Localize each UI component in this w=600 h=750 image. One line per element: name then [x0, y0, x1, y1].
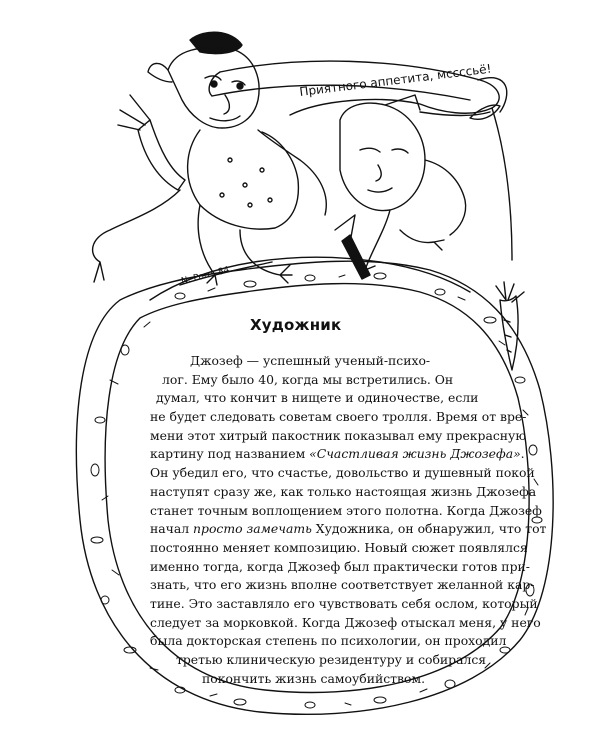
body-line [150, 483, 537, 502]
body-fragment: третью клиническую резидентуру и собирался [176, 652, 487, 667]
body-fragment: станет точным воплощением этого полотна. Когда Джозеф [150, 502, 542, 518]
body-fragment: постоянно меняет композицию. Новый сюжет появлялся [150, 539, 528, 555]
body-line [156, 389, 496, 408]
body-fragment: лог. Ему было 40, когда мы встретились. Он [162, 371, 454, 387]
body-line [202, 670, 452, 689]
banner-text: Приятного аппетита, мссссьё! [298, 61, 493, 99]
body-fragment: покончить жизнь самоубийством. [202, 670, 426, 686]
body-line [150, 576, 535, 595]
body-fragment: картину под названием [150, 446, 310, 462]
body-line [150, 520, 547, 539]
body-line [150, 595, 538, 614]
body-line [150, 632, 507, 651]
body-emphasis: просто замечать [193, 521, 312, 537]
painter-figure [335, 95, 500, 279]
body-line [190, 352, 460, 371]
body-line [150, 539, 528, 558]
body-fragment: думал, что кончит в нищете и одиночестве, если [156, 390, 479, 406]
body-fragment: Джозеф — успешный ученый-психо- [190, 353, 431, 368]
body-line [176, 651, 487, 670]
body-fragment: не будет следовать советам своего тролля. Время от вре- [150, 409, 527, 425]
section-title: Художник [250, 316, 342, 334]
body-line [150, 408, 527, 427]
body-line [150, 464, 535, 483]
body-fragment: Художника, он обнаружил, что тот [311, 521, 547, 537]
body-line [150, 427, 527, 446]
body-fragment: наступят сразу же, как только настоящая жизнь Джозефа [150, 483, 537, 499]
body-fragment: была докторская степень по психологии, он проходил [150, 633, 507, 649]
body-line [150, 502, 542, 521]
body-emphasis: «Счастливая жизнь Джозефа» [309, 446, 521, 462]
body-fragment: начал [150, 521, 194, 537]
body-fragment: знать, что его жизнь вполне соответствует желанной кар- [150, 577, 535, 593]
carrot [492, 108, 524, 370]
body-fragment: Он убедил его, что счастье, довольство и душевный покой [150, 465, 535, 481]
body-fragment: . [520, 446, 525, 462]
body-line [150, 445, 525, 464]
body-fragment: мени этот хитрый пакостник показывал ему прекрасную [150, 427, 527, 443]
body-line [150, 558, 530, 577]
section-body [150, 352, 547, 688]
signature: N. Porrs 84 [180, 265, 231, 287]
body-fragment: тине. Это заставляло его чувствовать себя ослом, который [150, 595, 538, 611]
body-fragment: следует за морковкой. Когда Джозеф отыскал меня, у него [150, 614, 541, 630]
body-line [150, 614, 541, 633]
troll-figure [93, 32, 327, 285]
body-fragment: именно тогда, когда Джозеф был практически готов при- [150, 558, 530, 574]
body-line [162, 371, 502, 390]
